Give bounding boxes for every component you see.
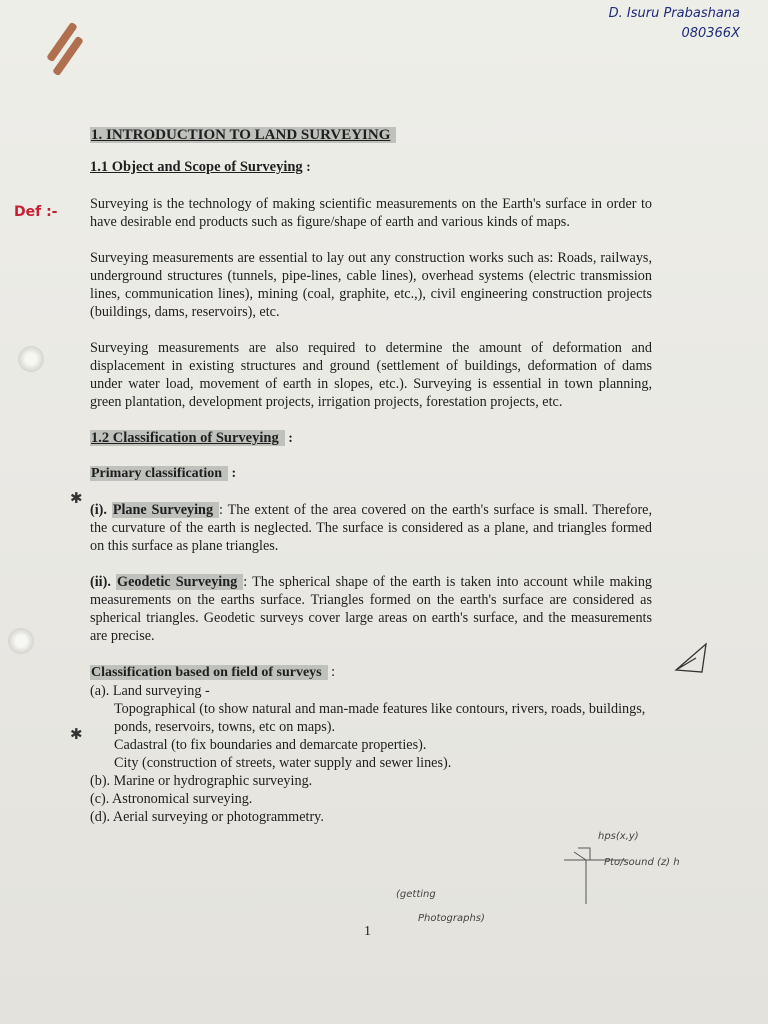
punch-hole [8, 628, 34, 654]
paragraph-deformation: Surveying measurements are also required to determine the amount of deformation and displacement in existing structures and ground (settlement of buildings, deformation of dams under water load, movement of earth in slopes, etc.). Surveying is essential in town planning, green plantation, development projects, irrigation projects, forestation projects, etc. [90, 340, 652, 410]
heading-suffix: : [228, 466, 237, 481]
section-heading-text: 1.1 Object and Scope of Surveying [90, 159, 303, 175]
depth-sketch [560, 838, 630, 908]
section-heading-text: 1.2 Classification of Surveying [90, 430, 285, 446]
star-mark: ✱ [70, 727, 83, 743]
plane-surveying-text: The extent of the area covered on the earth's surface is small. Therefore, the curvature of the earth is neglected. The surface is considered as a plane, and triangles formed on this surface as plane triangles. [90, 502, 653, 554]
list-item: (d). Aerial surveying or photogrammetry. [90, 809, 324, 825]
paragraph-construction: Surveying measurements are essential to lay out any construction works such as: Roads, railways, underground structures (tunnels, pipe-lines, cable lines), overhead systems (electric transmission lines, communication lines), mining (coal, graphite, etc.,), civil engineering construction projects (buildings, dams, reservoirs), etc. [90, 250, 652, 320]
list-item: (a). Land surveying - [90, 683, 210, 699]
list-item: (b). Marine or hydrographic surveying. [90, 773, 313, 789]
handwritten-author [609, 4, 740, 44]
list-item: Topographical (to show natural and man-made features like contours, rivers, roads, buildings, ponds, reservoirs, towns, etc on maps). [114, 701, 646, 735]
note-photographs: Photographs) [418, 913, 485, 924]
page-number: 1 [364, 924, 371, 939]
paragraph-definition: Surveying is the technology of making scientific measurements on the Earth's surface in order to have desirable end products such as figure/shape of earth and various kinds of maps. [90, 196, 652, 230]
item-number: (ii). [90, 574, 111, 590]
section-1-1-heading [90, 158, 652, 177]
heading-suffix: : [327, 664, 336, 680]
field-classification-heading [90, 663, 652, 682]
note-sound: Pto/sound (z) h [604, 857, 680, 868]
def-margin-mark: Def :- [14, 204, 58, 220]
plane-surveying-paragraph: (i). Plane Surveying : The extent of the area covered on the earth's surface is small. Therefore, the curvature of the earth is neglected. The surface is considered as a plane, and triangles formed on this surface as plane triangles. [90, 502, 653, 554]
star-mark: ✱ [70, 491, 83, 507]
heading-suffix: : [302, 160, 311, 175]
geodetic-surveying-term: Geodetic Surveying [116, 574, 243, 590]
primary-classification-heading [90, 464, 652, 483]
author-name: D. Isuru Prabashana [608, 6, 740, 21]
list-item: Cadastral (to fix boundaries and demarcate properties). [114, 737, 427, 753]
subheading-text: Classification based on field of surveys [90, 665, 328, 680]
item-number: (i). [90, 502, 107, 518]
page-title [90, 126, 652, 144]
heading-suffix: : [284, 431, 293, 446]
geodetic-surveying-text: The spherical shape of the earth is taken into account while making measurements on the earths surface. Triangles formed on the earth's surface are considered as spherical triangles. Geodetic surveys cover large areas on earth's surface, and the measurements are precise. [90, 574, 653, 644]
list-item: (c). Astronomical surveying. [90, 791, 253, 807]
document-body [90, 126, 652, 826]
geodetic-surveying-paragraph: (ii). Geodetic Surveying : The spherical shape of the earth is taken into account while making measurements on the earths surface. Triangles formed on the earth's surface are considered as spherical triangles. Geodetic surveys cover large areas on earth's surface, and the measurements are precise. [90, 574, 653, 644]
field-classification-list [90, 682, 652, 826]
triangle-sketch [672, 640, 712, 676]
list-item: City (construction of streets, water supply and sewer lines). [114, 755, 452, 771]
author-id: 080366X [681, 26, 740, 41]
section-1-2-heading [90, 429, 652, 448]
note-getting: (getting [396, 889, 436, 900]
plane-surveying-term: Plane Surveying [112, 502, 219, 518]
subheading-text: Primary classification [90, 466, 228, 481]
title-text: 1. INTRODUCTION TO LAND SURVEYING [90, 127, 396, 143]
note-hps: hps(x,y) [598, 831, 639, 842]
punch-hole [18, 346, 44, 372]
